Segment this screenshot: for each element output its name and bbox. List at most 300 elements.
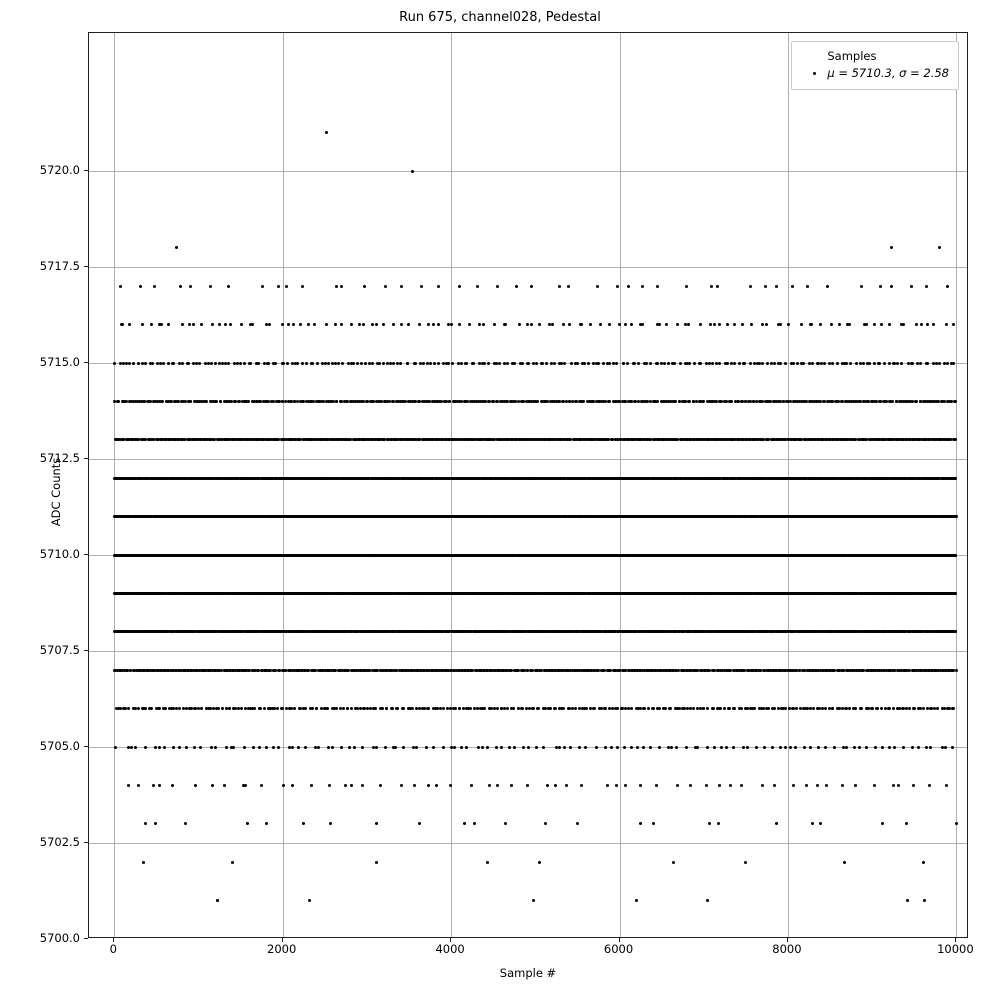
data-point (584, 746, 587, 749)
data-point (326, 707, 329, 710)
data-point (558, 746, 561, 749)
data-point (427, 784, 430, 787)
data-point (755, 746, 758, 749)
data-point (375, 822, 378, 825)
data-point (740, 707, 743, 710)
data-point (510, 784, 513, 787)
data-point (574, 707, 577, 710)
data-point (784, 746, 787, 749)
data-point (442, 707, 445, 710)
data-point (562, 707, 565, 710)
data-point (936, 707, 939, 710)
data-point (154, 746, 157, 749)
data-point (928, 784, 931, 787)
data-point (252, 746, 255, 749)
data-point (672, 861, 675, 864)
data-point (265, 746, 268, 749)
data-point (178, 746, 181, 749)
data-point (729, 784, 732, 787)
data-point (500, 746, 503, 749)
data-point (310, 784, 313, 787)
data-point (843, 861, 846, 864)
data-point (281, 707, 284, 710)
data-point (912, 784, 915, 787)
data-point (604, 707, 607, 710)
data-point (304, 707, 307, 710)
data-point (361, 784, 364, 787)
data-point (470, 784, 473, 787)
page-title: Run 675, channel028, Pedestal (399, 10, 601, 25)
data-point (288, 746, 291, 749)
data-point (546, 784, 549, 787)
data-point (142, 861, 145, 864)
data-point (375, 746, 378, 749)
data-point (537, 707, 540, 710)
data-point (231, 861, 234, 864)
data-point (223, 784, 226, 787)
data-point (606, 784, 609, 787)
data-point (178, 707, 181, 710)
data-point (127, 746, 130, 749)
data-point (652, 822, 655, 825)
data-point (259, 707, 262, 710)
gridline-vertical (956, 33, 957, 937)
data-point (549, 707, 552, 710)
data-point (328, 784, 331, 787)
data-point (366, 707, 369, 710)
data-point (469, 707, 472, 710)
data-point (210, 746, 213, 749)
data-point (713, 746, 716, 749)
data-point (384, 746, 387, 749)
data-point (350, 784, 353, 787)
gridline-horizontal (89, 843, 967, 844)
data-point (951, 746, 954, 749)
gridline-vertical (283, 33, 284, 937)
data-point (158, 746, 161, 749)
data-point (929, 746, 932, 749)
data-point (876, 707, 879, 710)
data-point (488, 784, 491, 787)
data-point (728, 707, 731, 710)
data-point (329, 822, 332, 825)
data-point (396, 707, 399, 710)
gridline-horizontal (89, 171, 967, 172)
data-point (817, 746, 820, 749)
data-point (952, 707, 955, 710)
data-point (374, 707, 377, 710)
data-point (293, 707, 296, 710)
data-point (379, 784, 382, 787)
data-point (676, 784, 679, 787)
data-point (610, 746, 613, 749)
data-point (211, 784, 214, 787)
data-point (532, 899, 535, 902)
data-point (944, 746, 947, 749)
data-point (418, 822, 421, 825)
data-point (454, 707, 457, 710)
gridline-horizontal (89, 459, 967, 460)
data-point (240, 707, 243, 710)
data-point (771, 746, 774, 749)
data-point (696, 746, 699, 749)
data-point (905, 822, 908, 825)
data-point (282, 784, 285, 787)
data-point (473, 822, 476, 825)
data-point (642, 746, 645, 749)
data-point (655, 784, 658, 787)
data-point (615, 784, 618, 787)
data-point (163, 746, 166, 749)
data-point (763, 746, 766, 749)
data-point (158, 784, 161, 787)
data-point (881, 822, 884, 825)
data-point (821, 707, 824, 710)
data-point (127, 707, 130, 710)
data-point (150, 707, 153, 710)
data-point (873, 784, 876, 787)
data-point (137, 707, 140, 710)
data-point (496, 707, 499, 710)
data-point (775, 822, 778, 825)
data-point (833, 746, 836, 749)
data-point (767, 707, 770, 710)
data-point (578, 746, 581, 749)
data-point (200, 707, 203, 710)
data-point (164, 707, 167, 710)
data-point (144, 707, 147, 710)
data-point (458, 707, 461, 710)
data-point (154, 822, 157, 825)
data-point (824, 707, 827, 710)
data-point (513, 746, 516, 749)
data-point (535, 746, 538, 749)
data-point (811, 822, 814, 825)
data-point (394, 746, 397, 749)
data-point (477, 746, 480, 749)
data-point (908, 707, 911, 710)
data-point (848, 707, 851, 710)
data-point (265, 822, 268, 825)
data-point (512, 707, 515, 710)
data-point (413, 784, 416, 787)
data-point (182, 707, 185, 710)
data-point (185, 746, 188, 749)
data-point (902, 746, 905, 749)
data-point (144, 822, 147, 825)
data-point (718, 784, 721, 787)
data-point (812, 707, 815, 710)
data-point (892, 707, 895, 710)
data-point (954, 554, 957, 557)
data-point (449, 784, 452, 787)
data-point (554, 784, 557, 787)
data-point (496, 784, 499, 787)
data-point (253, 707, 256, 710)
data-point (871, 707, 874, 710)
data-point (565, 784, 568, 787)
data-point (630, 707, 633, 710)
data-point (773, 784, 776, 787)
data-point (779, 746, 782, 749)
data-point (888, 746, 891, 749)
data-point (789, 746, 792, 749)
data-point (595, 746, 598, 749)
data-point (664, 707, 667, 710)
data-point (593, 707, 596, 710)
data-point (708, 822, 711, 825)
data-point (874, 746, 877, 749)
data-point (647, 707, 650, 710)
data-point (243, 746, 246, 749)
data-point (623, 746, 626, 749)
data-point (483, 707, 486, 710)
data-point (432, 746, 435, 749)
data-point (746, 746, 749, 749)
data-point (881, 746, 884, 749)
data-point (272, 746, 275, 749)
data-point (495, 746, 498, 749)
data-point (854, 707, 857, 710)
data-point (893, 746, 896, 749)
gridline-horizontal (89, 651, 967, 652)
data-point (522, 746, 525, 749)
data-point (773, 707, 776, 710)
data-point (481, 746, 484, 749)
data-point (356, 707, 359, 710)
data-point (114, 746, 117, 749)
data-point (411, 707, 414, 710)
data-point (400, 784, 403, 787)
data-point (291, 784, 294, 787)
data-point (302, 822, 305, 825)
data-point (506, 707, 509, 710)
data-point (446, 707, 449, 710)
data-point (297, 746, 300, 749)
data-point (706, 746, 709, 749)
data-point (865, 746, 868, 749)
data-point (402, 707, 405, 710)
data-point (152, 784, 155, 787)
data-point (853, 746, 856, 749)
data-point (733, 707, 736, 710)
data-point (504, 822, 507, 825)
data-point (508, 746, 511, 749)
data-point (217, 707, 220, 710)
data-point (137, 784, 140, 787)
data-point (888, 707, 891, 710)
data-point (945, 784, 948, 787)
data-point (905, 707, 908, 710)
gridline-vertical (788, 33, 789, 937)
data-point (435, 784, 438, 787)
data-point (335, 707, 338, 710)
data-point (761, 784, 764, 787)
data-point (158, 707, 161, 710)
data-point (670, 746, 673, 749)
data-point (425, 746, 428, 749)
data-point (381, 707, 384, 710)
data-point (331, 746, 334, 749)
data-point (809, 746, 812, 749)
data-point (171, 784, 174, 787)
data-point (669, 707, 672, 710)
data-point (486, 746, 489, 749)
data-point (130, 746, 133, 749)
data-point (917, 746, 920, 749)
data-point (845, 746, 848, 749)
data-point (344, 784, 347, 787)
data-point (532, 707, 535, 710)
data-point (427, 707, 430, 710)
data-point (636, 746, 639, 749)
data-point (906, 899, 909, 902)
data-point (639, 784, 642, 787)
data-point (563, 746, 566, 749)
data-point (831, 707, 834, 710)
data-point (742, 746, 745, 749)
data-point (719, 707, 722, 710)
data-point (897, 784, 900, 787)
data-point (221, 707, 224, 710)
data-point (805, 784, 808, 787)
data-point (652, 707, 655, 710)
data-point (955, 669, 958, 672)
data-point (291, 746, 294, 749)
data-point (925, 746, 928, 749)
data-point (134, 746, 137, 749)
data-point (258, 746, 261, 749)
data-point (819, 822, 822, 825)
data-point (706, 707, 709, 710)
data-point (172, 746, 175, 749)
plot-area (88, 32, 968, 938)
data-point (744, 861, 747, 864)
data-point (246, 822, 249, 825)
data-point (225, 746, 228, 749)
data-point (526, 784, 529, 787)
gridline-vertical (114, 33, 115, 937)
data-point (317, 746, 320, 749)
gridline-horizontal (89, 267, 967, 268)
data-point (385, 707, 388, 710)
data-point (816, 784, 819, 787)
data-point (576, 822, 579, 825)
data-point (794, 746, 797, 749)
data-point (442, 746, 445, 749)
data-point (616, 746, 619, 749)
data-point (348, 746, 351, 749)
data-point (858, 746, 861, 749)
data-point (228, 707, 231, 710)
data-point (922, 707, 925, 710)
data-point (463, 822, 466, 825)
data-point (854, 784, 857, 787)
data-point (453, 746, 456, 749)
data-point (712, 707, 715, 710)
data-point (725, 746, 728, 749)
data-point (194, 784, 197, 787)
data-point (720, 746, 723, 749)
data-point (630, 746, 633, 749)
data-point (353, 746, 356, 749)
data-point (580, 784, 583, 787)
data-point (717, 822, 720, 825)
data-point (538, 861, 541, 864)
data-point (244, 784, 247, 787)
data-point (263, 707, 266, 710)
data-point (702, 707, 705, 710)
data-point (880, 707, 883, 710)
data-point (911, 746, 914, 749)
data-point (860, 707, 863, 710)
data-point (342, 707, 345, 710)
data-point (841, 784, 844, 787)
data-point (604, 746, 607, 749)
data-point (199, 746, 202, 749)
data-point (214, 746, 217, 749)
data-point (825, 784, 828, 787)
data-point (486, 861, 489, 864)
data-point (277, 746, 280, 749)
data-point (792, 784, 795, 787)
data-point (375, 861, 378, 864)
data-point (913, 707, 916, 710)
data-point (705, 784, 708, 787)
data-point (689, 784, 692, 787)
data-point (753, 707, 756, 710)
data-point (285, 707, 288, 710)
data-point (732, 746, 735, 749)
data-point (824, 746, 827, 749)
data-point (922, 861, 925, 864)
data-point (624, 784, 627, 787)
gridline-vertical (451, 33, 452, 937)
data-point (542, 746, 545, 749)
data-point (276, 707, 279, 710)
data-point (144, 746, 147, 749)
data-point (361, 746, 364, 749)
data-point (184, 822, 187, 825)
data-point (784, 707, 787, 710)
data-point (127, 784, 130, 787)
data-point (892, 784, 895, 787)
data-point (391, 707, 394, 710)
data-point (544, 822, 547, 825)
data-point (635, 899, 638, 902)
data-point (649, 746, 652, 749)
data-point (795, 707, 798, 710)
data-point (569, 746, 572, 749)
data-point (311, 707, 314, 710)
data-point (643, 707, 646, 710)
data-point (568, 707, 571, 710)
data-point (803, 746, 806, 749)
data-point (465, 746, 468, 749)
data-point (658, 707, 661, 710)
gridline-vertical (620, 33, 621, 937)
data-point (692, 707, 695, 710)
data-point (521, 707, 524, 710)
data-point (315, 707, 318, 710)
data-point (554, 707, 557, 710)
data-point (675, 746, 678, 749)
data-point (585, 707, 588, 710)
data-point (350, 707, 353, 710)
data-point (340, 746, 343, 749)
data-point (327, 746, 330, 749)
data-point (402, 746, 405, 749)
